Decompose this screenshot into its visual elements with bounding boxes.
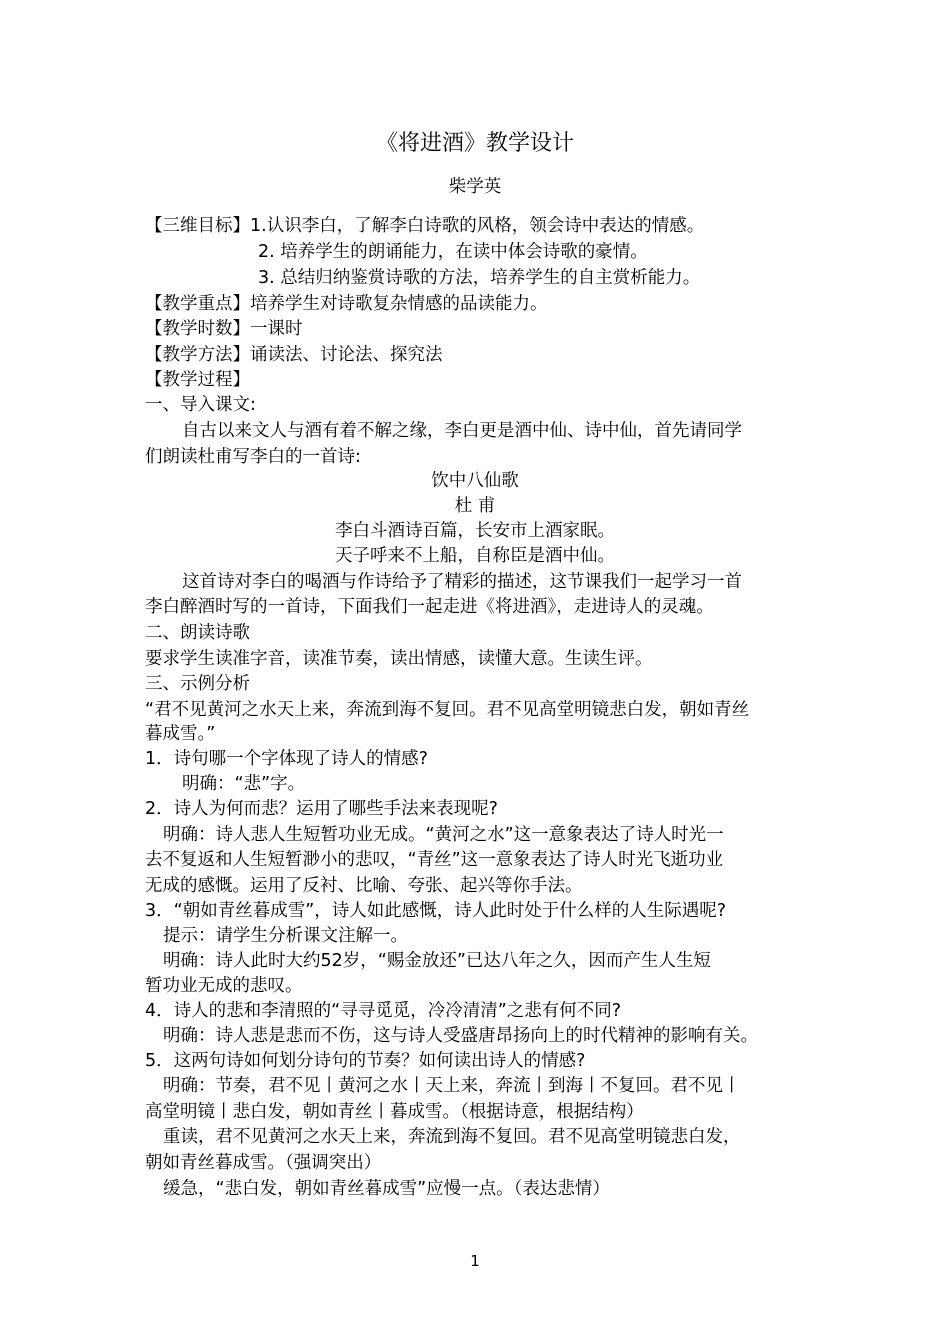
question-line: 4．诗人的悲和李清照的“寻寻觅觅，冷冷清清”之悲有何不同? [145,1001,622,1021]
answer-line: 去不复返和人生短暂渺小的悲叹，“青丝”这一意象表达了诗人时光飞逝功业 [145,850,724,870]
poem-title: 饮中八仙歌 [431,471,519,491]
answer-line: 明确：诗人悲人生短暂功业无成。“黄河之水”这一意象表达了诗人时光一 [163,825,724,845]
header-line: 【教学过程】 [145,370,250,390]
section-heading: 三、示例分析 [145,674,250,694]
answer-line: 暂功业无成的悲叹。 [145,976,303,996]
header-line: 【教学方法】诵读法、讨论法、探究法 [145,345,443,365]
section-heading: 一、导入课文: [145,395,256,415]
hint-line: 提示：请学生分析课文注解一。 [163,926,408,946]
document-author: 柴学英 [448,177,502,197]
header-line: 【三维目标】1.认识李白，了解李白诗歌的风格，领会诗中表达的情感。 [145,216,705,236]
answer-line: 明确：“悲”字。 [182,774,306,794]
intro-line: 们朗读杜甫写李白的一首诗: [145,447,361,467]
body-line: 这首诗对李白的喝酒与作诗给予了精彩的描述，这节课我们一起学习一首 [182,572,742,592]
answer-line: 缓急，“悲白发，朝如青丝暮成雪”应慢一点。（表达悲情） [163,1179,610,1199]
page-number: 1 [470,1252,480,1270]
intro-line: 自古以来文人与酒有着不解之缘，李白更是酒中仙、诗中仙，首先请同学 [182,421,742,441]
body-line: 要求学生读准字音，读准节奏，读出情感，读懂大意。生读生评。 [145,649,653,669]
body-line: 李白醉酒时写的一首诗，下面我们一起走进《将进酒》，走进诗人的灵魂。 [145,597,714,617]
poem-author: 杜 甫 [454,496,496,516]
document-title: 《将进酒》教学设计 [375,131,574,156]
answer-line: 明确：诗人悲是悲而不伤，这与诗人受盛唐昂扬向上的时代精神的影响有关。 [163,1026,758,1046]
quote-line: “君不见黄河之水天上来，奔流到海不复回。君不见高堂明镜悲白发，朝如青丝 [145,700,750,720]
header-line: 2. 培养学生的朗诵能力，在读中体会诗歌的豪情。 [258,242,648,262]
header-line: 【教学重点】培养学生对诗歌复杂情感的品读能力。 [145,294,548,314]
quote-line: 暮成雪。” [145,724,216,744]
question-line: 1．诗句哪一个字体现了诗人的情感? [145,749,428,769]
poem-line: 李白斗酒诗百篇，长安市上酒家眠。 [335,521,615,541]
poem-line: 天子呼来不上船，自称臣是酒中仙。 [335,546,615,566]
question-line: 5．这两句诗如何划分诗句的节奏？如何读出诗人的情感? [145,1051,586,1071]
answer-line: 高堂明镜丨悲白发，朝如青丝丨暮成雪。（根据诗意，根据结构） [145,1102,644,1122]
answer-line: 重读，君不见黄河之水天上来，奔流到海不复回。君不见高堂明镜悲白发， [163,1127,741,1147]
header-line: 【教学时数】一课时 [145,319,303,339]
answer-line: 朝如青丝暮成雪。（强调突出） [145,1153,382,1173]
section-heading: 二、朗读诗歌 [145,623,250,643]
question-line: 2．诗人为何而悲？运用了哪些手法来表现呢? [145,799,498,819]
answer-line: 明确：节奏，君不见丨黄河之水丨天上来，奔流丨到海丨不复回。君不见丨 [163,1076,741,1096]
header-line: 3. 总结归纳鉴赏诗歌的方法，培养学生的自主赏析能力。 [258,268,701,288]
question-line: 3．“朝如青丝暮成雪”，诗人如此感慨，诗人此时处于什么样的人生际遇呢? [145,901,727,921]
answer-line: 无成的感慨。运用了反衬、比喻、夸张、起兴等你手法。 [145,876,583,896]
answer-line: 明确：诗人此时大约52岁，“赐金放还”已达八年之久，因而产生人生短 [163,951,711,971]
